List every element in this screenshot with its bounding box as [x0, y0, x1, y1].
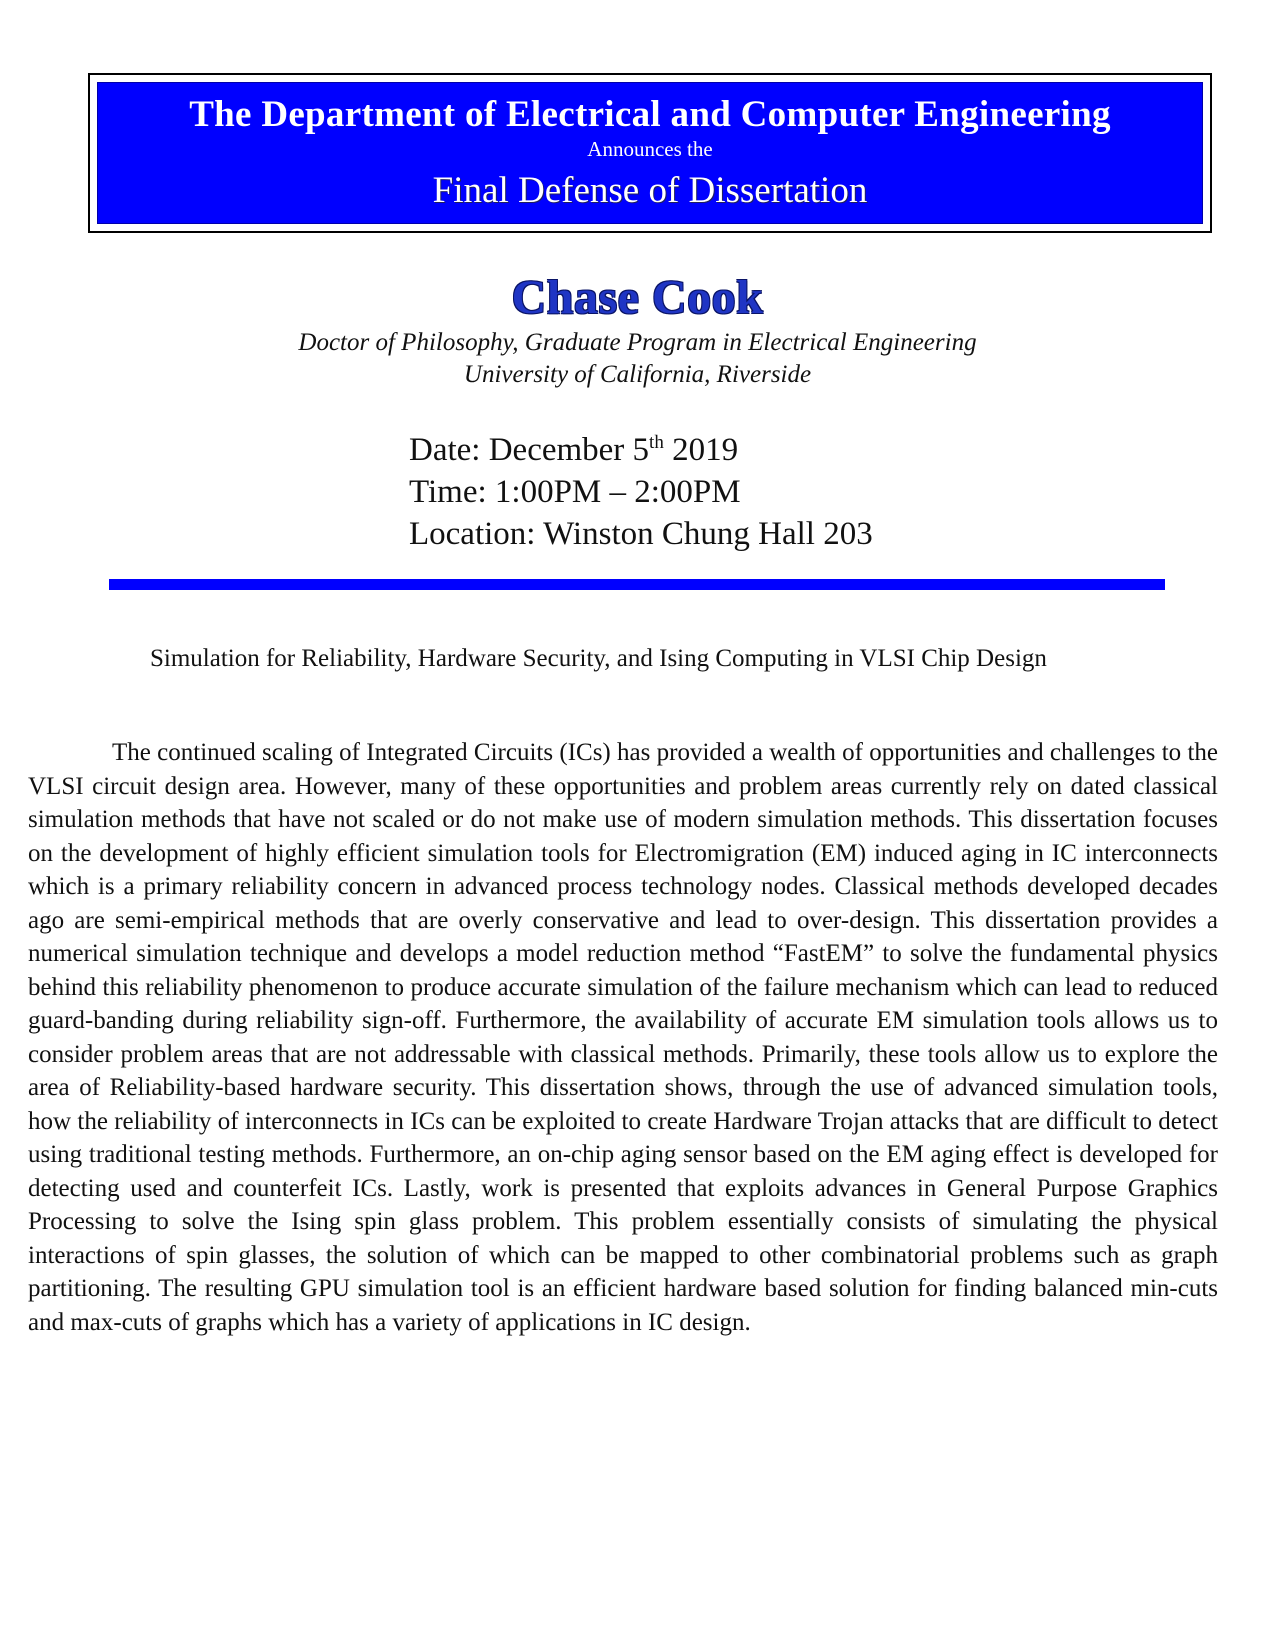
section-divider	[109, 579, 1165, 590]
dissertation-title: Simulation for Reliability, Hardware Security, and Ising Computing in VLSI Chip Design	[150, 645, 1047, 672]
event-time: Time: 1:00PM – 2:00PM	[409, 474, 741, 510]
event-date-suffix: th	[649, 432, 664, 453]
dissertation-abstract: The continued scaling of Integrated Circuits (ICs) has provided a wealth of opportunities and challenges to the VLSI circuit design area. However, many of these opportunities and problem areas currently rely on dated classical simulation methods that have not scaled or do not make use of modern simulation methods. This dissertation focuses on the development of highly efficient simulation tools for Electromigration (EM) induced aging in IC interconnects which is a primary reliability concern in advanced process technology nodes. Classical methods developed decades ago are semi-empirical methods that are overly conservative and lead to over-design. This dissertation provides a numerical simulation technique and develops a model reduction method “FastEM” to solve the fundamental physics behind this reliability phenomenon to produce accurate simulation of the failure mechanism which can lead to reduced guard-banding during reliability sign-off. Furthermore, the availability of accurate EM simulation tools allows us to consider problem areas that are not addressable with classical methods. Primarily, these tools allow us to explore the area of Reliability-based hardware security. This dissertation shows, through the use of advanced simulation tools, how the reliability of interconnects in ICs can be exploited to create Hardware Trojan attacks that are difficult to detect using traditional testing methods. Furthermore, an on-chip aging sensor based on the EM aging effect is developed for detecting used and counterfeit ICs. Lastly, work is presented that exploits advances in General Purpose Graphics Processing to solve the Ising spin glass problem. This problem essentially consists of simulating the physical interactions of spin glasses, the solution of which can be mapped to other combinatorial problems such as graph partitioning. The resulting GPU simulation tool is an efficient hardware based solution for finding balanced min-cuts and max-cuts of graphs which has a variety of applications in IC design.	[28, 739, 1218, 1336]
department-name: The Department of Electrical and Computer Engineering	[189, 94, 1111, 135]
announcement-banner	[97, 82, 1203, 224]
announcement-banner-frame	[88, 73, 1212, 233]
university-name: University of California, Riverside	[463, 361, 812, 388]
event-details	[409, 429, 873, 555]
event-location: Location: Winston Chung Hall 203	[409, 516, 873, 552]
event-date-year: 2019	[663, 432, 739, 468]
candidate-name: Chase Cook	[511, 271, 764, 324]
announces-text: Announces the	[587, 137, 713, 161]
event-date	[409, 429, 873, 471]
event-date-label: Date: December 5	[409, 432, 650, 468]
event-title: Final Defense of Dissertation	[432, 170, 868, 211]
degree-program: Doctor of Philosophy, Graduate Program in Electrical Engineering	[298, 329, 977, 356]
